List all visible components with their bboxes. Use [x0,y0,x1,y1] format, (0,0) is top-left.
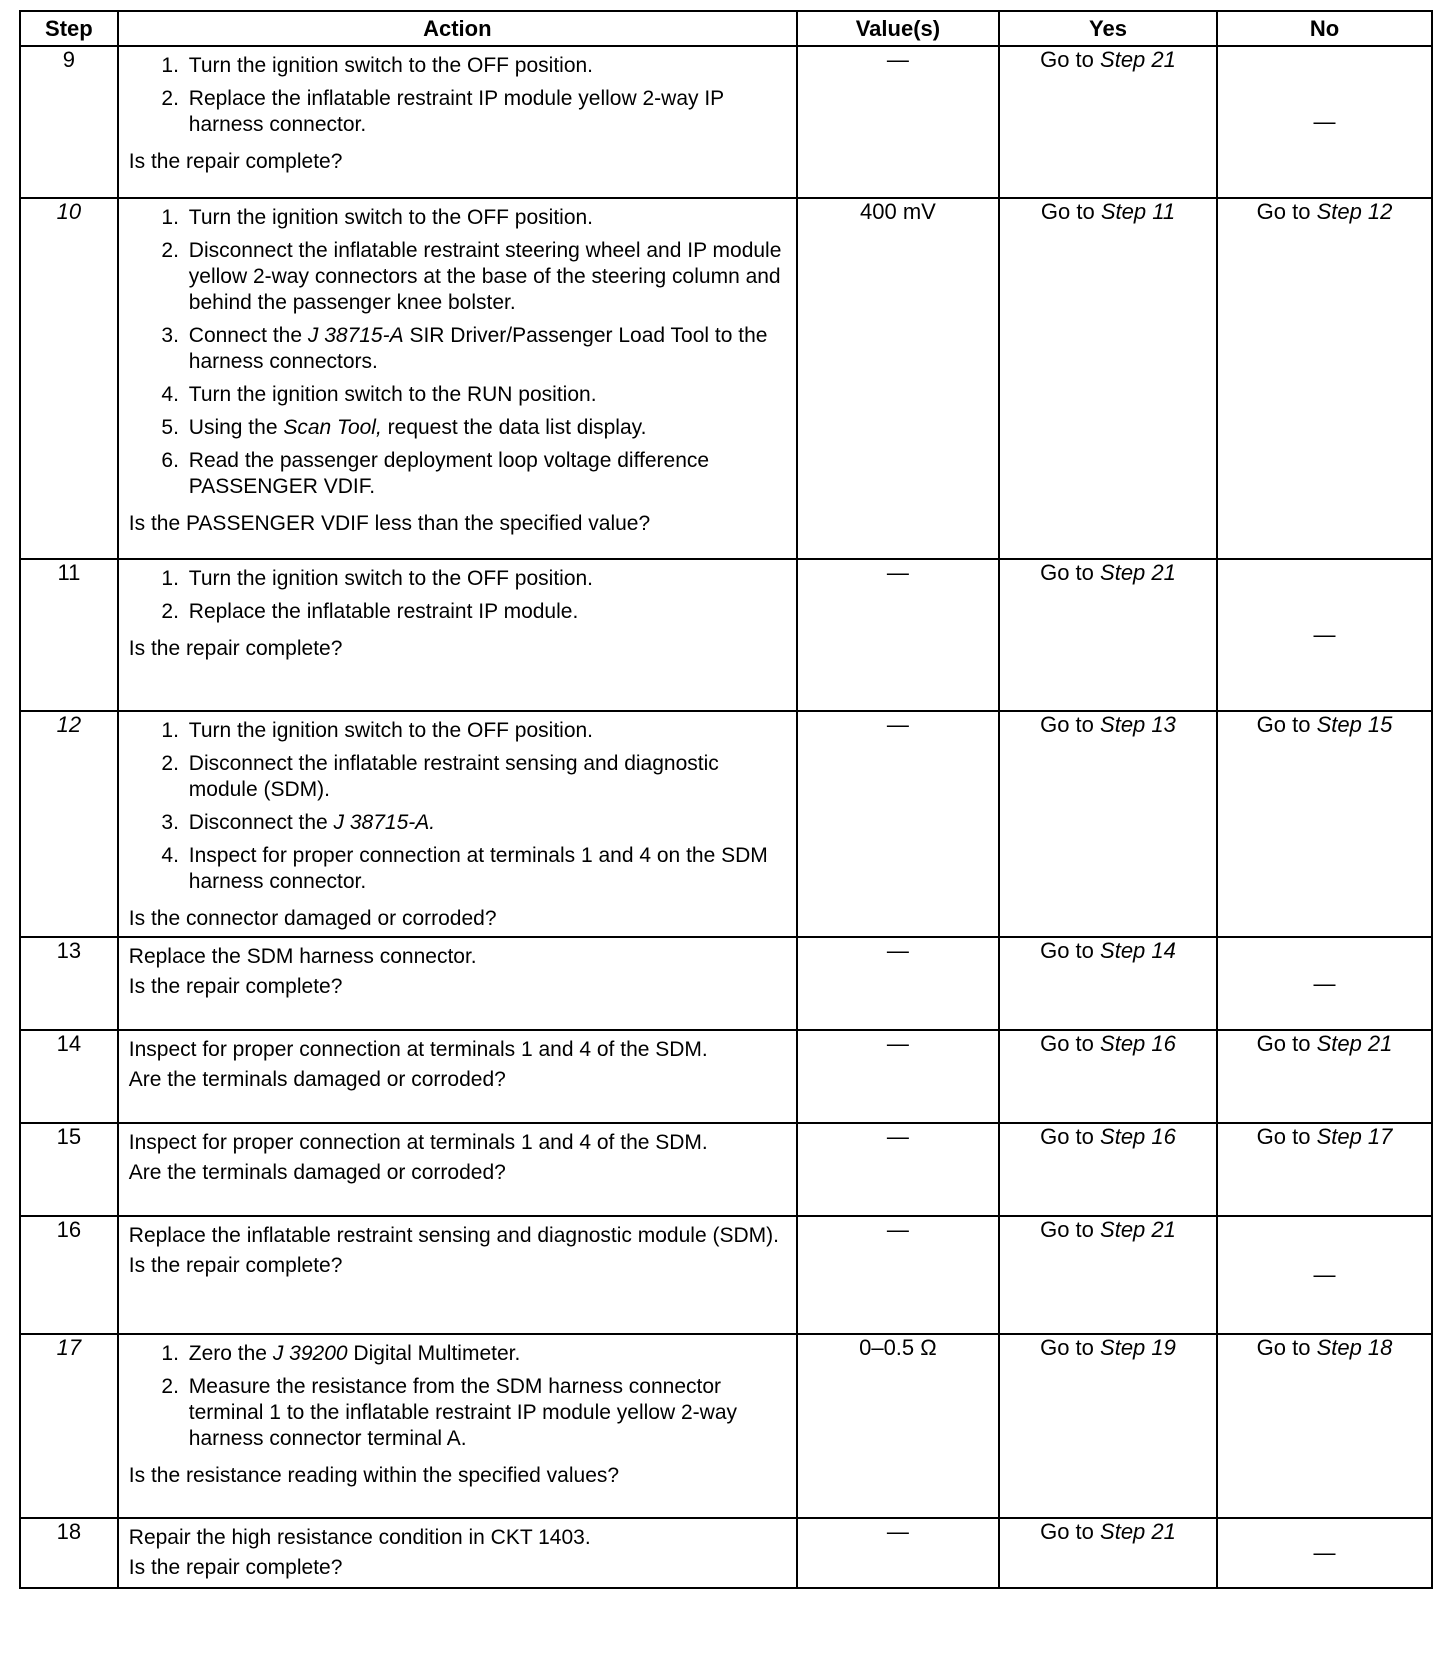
no-cell: — [1217,559,1432,711]
action-steps [129,1341,788,1459]
action-cell [118,937,797,1030]
yes-cell [999,1030,1217,1123]
action-question: Is the connector damaged or corroded? [128,907,497,930]
no-prefix: Go to [1256,1335,1311,1360]
action-step: 2. Replace the inflatable restraint IP module. [185,599,788,625]
action-steps [129,53,788,145]
action-step: 1. Turn the ignition switch to the OFF position. [185,205,788,231]
yes-cell [999,937,1217,1030]
action-question: Is the PASSENGER VDIF less than the specified value? [128,512,651,535]
action-step: 2. Disconnect the inflatable restraint sensing and diagnostic module (SDM). [185,751,788,803]
yes-cell [999,1216,1217,1334]
action-cell [118,1030,797,1123]
yes-step-ref: Step 14 [1100,938,1176,963]
no-cell: — [1217,1216,1432,1334]
action-step: 2. Replace the inflatable restraint IP module yellow 2-way IP harness connector. [185,86,788,138]
step-number: 16 [20,1216,118,1334]
no-cell [1217,1334,1432,1518]
value-cell: — [797,711,999,937]
yes-cell [999,711,1217,937]
action-text: Replace the SDM harness connector. [128,945,477,968]
action-step-text: SIR Driver/Passenger Load Tool to the harness connectors. [188,324,768,373]
yes-cell [999,198,1217,559]
action-cell [118,46,797,198]
header-yes: Yes [999,11,1217,46]
action-steps [129,205,788,507]
no-cell: — [1217,46,1432,198]
action-question: Is the repair complete? [128,975,343,998]
action-text: Inspect for proper connection at terminals 1 and 4 of the SDM. [128,1131,708,1154]
table-row [20,1030,1432,1123]
table-row [20,559,1432,711]
header-step: Step [20,11,118,46]
action-question: Is the repair complete? [128,150,343,173]
yes-step-ref: Step 19 [1100,1335,1176,1360]
action-question: Is the repair complete? [128,637,343,660]
value-cell: — [797,1030,999,1123]
yes-prefix: Go to [1040,560,1094,585]
no-cell [1217,1030,1432,1123]
action-step: 1. Turn the ignition switch to the OFF position. [185,718,788,744]
table-row [20,1334,1432,1518]
action-question: Is the resistance reading within the specified values? [128,1464,620,1487]
yes-step-ref: Step 16 [1100,1031,1176,1056]
yes-cell [999,46,1217,198]
yes-cell [999,1123,1217,1216]
step-number: 12 [20,711,118,937]
yes-cell [999,1518,1217,1588]
value-cell: — [797,559,999,711]
tool-ref: J 38715-A. [333,811,436,834]
step-number: 14 [20,1030,118,1123]
action-cell [118,559,797,711]
tool-ref: J 38715-A [307,324,404,347]
action-step-prefix: Connect the [188,324,303,347]
no-cell [1217,1123,1432,1216]
yes-prefix: Go to [1040,47,1094,72]
value-cell: — [797,46,999,198]
yes-cell [999,559,1217,711]
table-row [20,1123,1432,1216]
yes-step-ref: Step 16 [1100,1124,1176,1149]
action-text: Repair the high resistance condition in CKT 1403. [128,1526,591,1549]
action-step: 4. Turn the ignition switch to the RUN position. [185,382,788,408]
yes-step-ref: Step 13 [1100,712,1176,737]
no-prefix: Go to [1256,712,1311,737]
yes-prefix: Go to [1040,199,1095,224]
yes-prefix: Go to [1040,1217,1094,1242]
action-question: Are the terminals damaged or corroded? [128,1068,506,1091]
step-number: 9 [20,46,118,198]
no-step-ref: Step 15 [1316,712,1393,737]
action-question: Are the terminals damaged or corroded? [128,1161,506,1184]
action-text: Inspect for proper connection at terminals 1 and 4 of the SDM. [128,1038,708,1061]
action-step [185,810,788,836]
action-cell [118,1123,797,1216]
action-steps [129,566,788,632]
tool-ref: J 39200 [272,1342,348,1365]
no-step-ref: Step 18 [1316,1335,1393,1360]
no-cell [1217,198,1432,559]
yes-prefix: Go to [1040,1124,1094,1149]
yes-prefix: Go to [1040,1335,1094,1360]
no-cell: — [1217,937,1432,1030]
action-text: Replace the inflatable restraint sensing and diagnostic module (SDM). [128,1224,779,1247]
action-question: Is the repair complete? [128,1556,343,1579]
no-cell [1217,711,1432,937]
action-cell [118,198,797,559]
yes-prefix: Go to [1040,938,1094,963]
diagnostic-table [19,10,1433,1589]
value-cell: 400 mV [797,198,999,559]
action-cell [118,1518,797,1588]
table-row [20,198,1432,559]
header-row [20,11,1432,46]
value-cell: — [797,937,999,1030]
header-no: No [1217,11,1432,46]
action-step-text: Digital Multimeter. [353,1342,521,1365]
table-row [20,1518,1432,1588]
action-step [185,1341,788,1367]
step-number: 15 [20,1123,118,1216]
step-number: 17 [20,1334,118,1518]
yes-prefix: Go to [1040,1519,1094,1544]
no-step-ref: Step 17 [1316,1124,1393,1149]
step-number: 13 [20,937,118,1030]
action-step [185,323,788,375]
yes-step-ref: Step 11 [1100,199,1176,224]
yes-cell [999,1334,1217,1518]
no-step-ref: Step 21 [1316,1031,1393,1056]
action-step: 2. Measure the resistance from the SDM harness connector terminal 1 to the inflatable restraint IP module yellow 2-way harness connector terminal A. [185,1374,788,1452]
action-step: 2. Disconnect the inflatable restraint steering wheel and IP module yellow 2-way connectors at the base of the steering column and behind the passenger knee bolster. [185,238,788,316]
yes-step-ref: Step 21 [1100,47,1176,72]
tool-ref: Scan Tool, [283,416,382,439]
header-values: Value(s) [797,11,999,46]
no-cell: — [1217,1518,1432,1588]
table-row [20,46,1432,198]
action-step: 6. Read the passenger deployment loop voltage difference PASSENGER VDIF. [185,448,788,500]
action-steps [129,718,788,902]
step-number: 11 [20,559,118,711]
no-prefix: Go to [1256,199,1311,224]
action-cell [118,1216,797,1334]
yes-prefix: Go to [1040,1031,1094,1056]
action-step-prefix: Disconnect the [188,811,328,834]
action-step-prefix: Zero the [188,1342,267,1365]
table-row [20,711,1432,937]
value-cell: — [797,1123,999,1216]
action-question: Is the repair complete? [128,1254,343,1277]
value-cell: — [797,1518,999,1588]
action-step [185,415,788,441]
no-step-ref: Step 12 [1316,199,1393,224]
yes-step-ref: Step 21 [1100,1217,1176,1242]
value-cell: — [797,1216,999,1334]
action-step-prefix: Using the [188,416,278,439]
step-number: 10 [20,198,118,559]
action-step: 4. Inspect for proper connection at terminals 1 and 4 on the SDM harness connector. [185,843,788,895]
action-step: 1. Turn the ignition switch to the OFF position. [185,53,788,79]
action-step: 1. Turn the ignition switch to the OFF position. [185,566,788,592]
yes-prefix: Go to [1040,712,1094,737]
no-prefix: Go to [1256,1124,1311,1149]
header-action: Action [118,11,797,46]
yes-step-ref: Step 21 [1100,560,1176,585]
action-cell [118,711,797,937]
action-cell [118,1334,797,1518]
table-row [20,1216,1432,1334]
table-row [20,937,1432,1030]
step-number: 18 [20,1518,118,1588]
no-prefix: Go to [1256,1031,1311,1056]
action-step-text: request the data list display. [387,416,647,439]
value-cell: 0–0.5 Ω [797,1334,999,1518]
yes-step-ref: Step 21 [1100,1519,1176,1544]
